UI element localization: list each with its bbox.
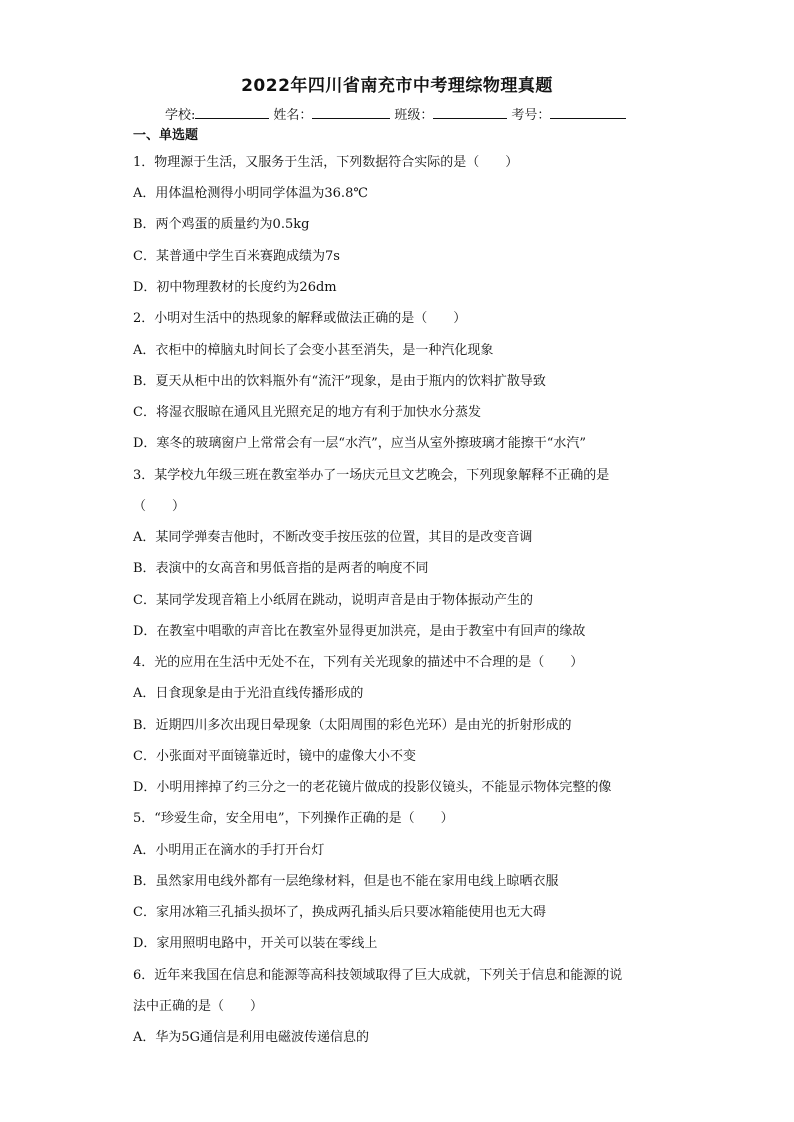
option-line: A．用体温枪测得小明同学体温为36.8℃ <box>133 186 368 201</box>
question-line: 2．小明对生活中的热现象的解释或做法正确的是（ ） <box>133 311 467 326</box>
option-line: A．衣柜中的樟脑丸时间长了会变小甚至消失，是一种汽化现象 <box>133 343 494 358</box>
question-line: 1．物理源于生活，又服务于生活，下列数据符合实际的是（ ） <box>133 155 519 170</box>
question-line: 4．光的应用在生活中无处不在，下列有关光现象的描述中不合理的是（ ） <box>133 655 584 670</box>
option-line: D．初中物理教材的长度约为26dm <box>133 280 337 295</box>
name-blank <box>312 105 390 119</box>
option-line: A．小明用正在滴水的手打开台灯 <box>133 843 325 858</box>
option-line: A．华为5G通信是利用电磁波传递信息的 <box>133 1030 370 1045</box>
option-line: D．在教室中唱歌的声音比在教室外显得更加洪亮，是由于教室中有回声的缘故 <box>133 624 586 639</box>
question-line: 6．近年来我国在信息和能源等高科技领域取得了巨大成就，下列关于信息和能源的说 <box>133 968 623 983</box>
school-label: 学校: <box>165 108 196 123</box>
name-label: 姓名： <box>273 108 313 123</box>
exam-no-label: 考号： <box>511 108 551 123</box>
class-label: 班级： <box>394 108 434 123</box>
option-line: B．表演中的女高音和男低音指的是两者的响度不同 <box>133 561 429 576</box>
option-line: D．家用照明电路中，开关可以装在零线上 <box>133 936 378 951</box>
option-line: C．某同学发现音箱上小纸屑在跳动，说明声音是由于物体振动产生的 <box>133 593 533 608</box>
question-line: 3．某学校九年级三班在教室举办了一场庆元旦文艺晚会，下列现象解释不正确的是 <box>133 468 610 483</box>
option-line: B．夏天从柜中出的饮料瓶外有“流汗”现象，是由于瓶内的饮料扩散导致 <box>133 374 546 389</box>
section-heading: 一、单选题 <box>133 128 199 143</box>
option-line: B．两个鸡蛋的质量约为0.5kg <box>133 217 310 232</box>
student-info-row <box>165 104 630 123</box>
school-blank <box>195 105 269 119</box>
option-line: D．小明用摔掉了约三分之一的老花镜片做成的投影仪镜头，不能显示物体完整的像 <box>133 780 612 795</box>
option-line: B．近期四川多次出现日晕现象（太阳周围的彩色光环）是由光的折射形成的 <box>133 718 572 733</box>
option-line: C．家用冰箱三孔插头损坏了，换成两孔插头后只要冰箱能使用也无大碍 <box>133 905 546 920</box>
class-blank <box>433 105 507 119</box>
option-line: B．虽然家用电线外都有一层绝缘材料，但是也不能在家用电线上晾晒衣服 <box>133 874 559 889</box>
option-line: A．日食现象是由于光沿直线传播形成的 <box>133 686 364 701</box>
exam-no-blank <box>550 105 626 119</box>
page-title: 2022年四川省南充市中考理综物理真题 <box>241 76 553 96</box>
option-line: D．寒冬的玻璃窗户上常常会有一层“水汽”，应当从室外擦玻璃才能擦干“水汽” <box>133 436 587 451</box>
option-line: C．将湿衣服晾在通风且光照充足的地方有利于加快水分蒸发 <box>133 405 481 420</box>
question-line-continued: 法中正确的是（ ） <box>133 999 264 1014</box>
question-line: 5．“珍爱生命，安全用电”，下列操作正确的是（ ） <box>133 811 454 826</box>
question-line-continued: （ ） <box>133 499 186 514</box>
option-line: C．小张面对平面镜靠近时，镜中的虚像大小不变 <box>133 749 416 764</box>
option-line: A．某同学弹奏吉他时，不断改变手按压弦的位置，其目的是改变音调 <box>133 530 533 545</box>
option-line: C．某普通中学生百米赛跑成绩为7s <box>133 249 340 264</box>
